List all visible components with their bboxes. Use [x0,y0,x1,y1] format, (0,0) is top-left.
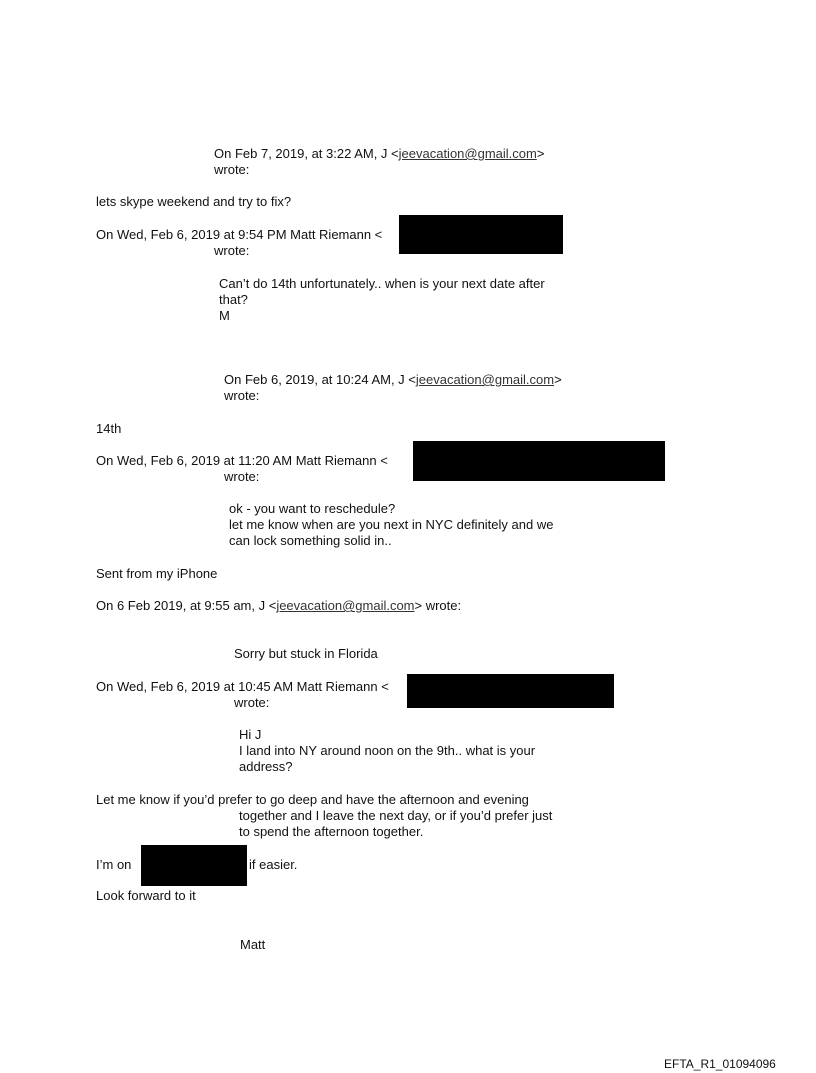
email-header-6: On Wed, Feb 6, 2019 at 10:45 AM Matt Riemann < [96,679,389,694]
message-body-4-line-2: let me know when are you next in NYC definitely and we [229,517,554,532]
email-header-5 [96,598,461,614]
iphone-signature: Sent from my iPhone [96,566,218,581]
email-header-3-suffix: > [554,372,562,387]
message-body-5: Sorry but stuck in Florida [234,646,378,661]
email-header-1-prefix: On Feb 7, 2019, at 3:22 AM, J < [214,146,399,161]
redaction-box [413,441,665,481]
message-body-6-line-3: address? [239,759,293,774]
message-body-6-line-1: Hi J [239,727,262,742]
message-body-9: Look forward to it [96,888,196,903]
redaction-box [399,215,563,254]
email-link[interactable]: jeevacation@gmail.com [398,146,537,161]
message-body-8-prefix: I’m on [96,857,132,872]
email-header-2: On Wed, Feb 6, 2019 at 9:54 PM Matt Riemann < [96,227,383,242]
message-body-7-line-2: together and I leave the next day, or if you’d prefer just [239,808,553,823]
message-body-3: 14th [96,421,122,436]
email-header-6-wrote: wrote: [234,695,270,710]
message-body-4-line-1: ok - you want to reschedule? [229,501,396,516]
message-body-8-suffix: if easier. [249,857,298,872]
message-body-2-line-1: Can’t do 14th unfortunately.. when is your next date after [219,276,545,291]
document-id-footer: EFTA_R1_01094096 [664,1057,776,1071]
email-header-1-wrote: wrote: [214,162,250,177]
email-header-4-wrote: wrote: [224,469,260,484]
email-header-5-suffix: > wrote: [414,598,462,613]
message-body-2-line-2: that? [219,292,248,307]
email-header-5-prefix: On 6 Feb 2019, at 9:55 am, J < [96,598,277,613]
email-header-2-wrote: wrote: [214,243,250,258]
email-link[interactable]: jeevacation@gmail.com [415,372,555,387]
message-body-2-line-3: M [219,308,230,323]
message-body-7-line-3: to spend the afternoon together. [239,824,424,839]
message-body-7-line-1: Let me know if you’d prefer to go deep and have the afternoon and evening [96,792,529,807]
message-body-6-line-2: I land into NY around noon on the 9th.. what is your [239,743,536,758]
email-header-3-prefix: On Feb 6, 2019, at 10:24 AM, J < [224,372,416,387]
message-body-1: lets skype weekend and try to fix? [96,194,292,209]
email-link[interactable]: jeevacation@gmail.com [276,598,415,613]
email-header-4: On Wed, Feb 6, 2019 at 11:20 AM Matt Riemann < [96,453,388,468]
email-header-1-suffix: > [536,146,545,161]
email-header-3-wrote: wrote: [224,388,260,403]
sign-off: Matt [240,937,266,952]
message-body-4-line-3: can lock something solid in.. [229,533,392,548]
redaction-box [407,674,614,708]
redaction-box [141,845,247,886]
email-header-1 [214,146,544,162]
email-header-3 [224,372,562,388]
